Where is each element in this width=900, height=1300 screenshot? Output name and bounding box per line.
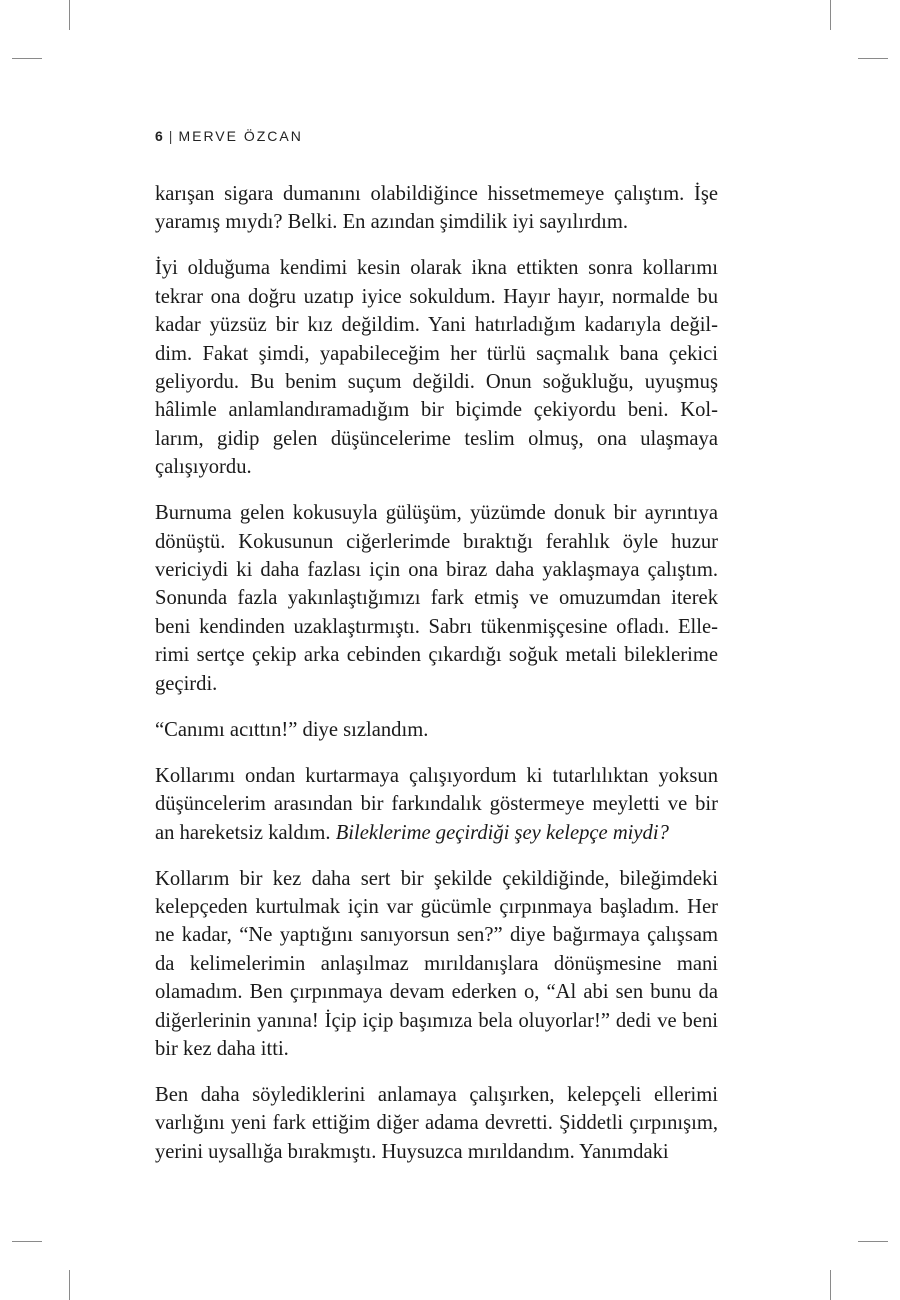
- italic-thought: Bileklerime geçirdiği şey kelepçe miydi?: [335, 821, 669, 844]
- author-name: MERVE ÖZCAN: [178, 128, 303, 144]
- header-separator: |: [168, 128, 173, 144]
- crop-mark-top-right: [830, 0, 831, 30]
- paragraph: Ben daha söylediklerini anlamaya çalışırken, kelepçeli ellerimi varlığını yeni fark ettiğim diğer adama devretti. Şiddetli çırpınışım, yerini uysallığa bırakmıştı. Huysuzca mırıldandım. Yanımdaki: [155, 1083, 718, 1163]
- crop-mark-left-upper: [12, 58, 42, 59]
- crop-mark-bottom-left: [69, 1270, 70, 1300]
- crop-mark-bottom-right: [830, 1270, 831, 1300]
- crop-mark-top-left: [69, 0, 70, 30]
- page-number: 6: [155, 128, 163, 144]
- paragraph: Burnuma gelen kokusuyla gülüşüm, yüzümde donuk bir ayrıntıya dönüştü. Kokusunun ciğerlerimde bıraktığı ferahlık öyle huzur vericiydi ki daha fazlası için ona biraz daha yaklaşmaya çalıştım. Sonunda fazla yakınlaştığımızı fark etmiş ve omuzumdan iterek beni kendinden uzaklaştırmıştı. Sabrı tükenmişçesine ofladı. Ellerimi sertçe çekip arka cebinden çıkardığı soğuk metali bileklerime geçirdi.: [155, 502, 718, 695]
- paragraph: [155, 762, 718, 847]
- dialogue-paragraph: “Canımı acıttın!” diye sızlandım.: [155, 718, 429, 741]
- body-text: [155, 180, 718, 1166]
- paragraph: karışan sigara dumanını olabildiğince hissetmemeye çalıştım. İşe yaramış mıydı? Belki. En azından şimdilik iyi sayılırdım.: [155, 183, 718, 234]
- crop-mark-left-lower: [12, 1241, 42, 1242]
- paragraph-text: Kollarımı ondan kurtarmaya çalışıyordum ki tutarlılıktan yoksun düşüncelerim arasından bir farkındalık göstermeye meyletti ve bir an hareketsiz kaldım.: [155, 764, 718, 844]
- crop-mark-right-lower: [858, 1241, 888, 1242]
- paragraph: İyi olduğuma kendimi kesin olarak ikna ettikten sonra kollarımı tekrar ona doğru uzatıp iyice sokuldum. Hayır hayır, normalde bu kadar yüzsüz bir kız değildim. Yani hatırladığım kadarıyla değildim. Fakat şimdi, yapabileceğim her türlü saçmalık bana çekici geliyordu. Bu benim suçum değildi. Onun soğukluğu, uyuşmuş hâlimle anlamlandıramadığım bir biçimde çekiyordu beni. Kollarım, gidip gelen düşüncelerime teslim olmuş, ona ulaşmaya çalışıyordu.: [155, 257, 718, 479]
- crop-mark-right-upper: [858, 58, 888, 59]
- paragraph: Kollarım bir kez daha sert bir şekilde çekildiğinde, bileğimdeki kelepçeden kurtulmak için var gücümle çırpınmaya başladım. Her ne kadar, “Ne yaptığını sanıyorsun sen?” diye bağırmaya çalışsam da kelimelerimin anlaşılmaz mırıldanışlara dönüşmesine mani olamadım. Ben çırpınmaya devam ederken o, “Al abi sen bunu da diğerlerinin yanına! İçip içip başımıza bela oluyorlar!” dedi ve beni bir kez daha itti.: [155, 867, 718, 1060]
- running-head: [155, 128, 303, 144]
